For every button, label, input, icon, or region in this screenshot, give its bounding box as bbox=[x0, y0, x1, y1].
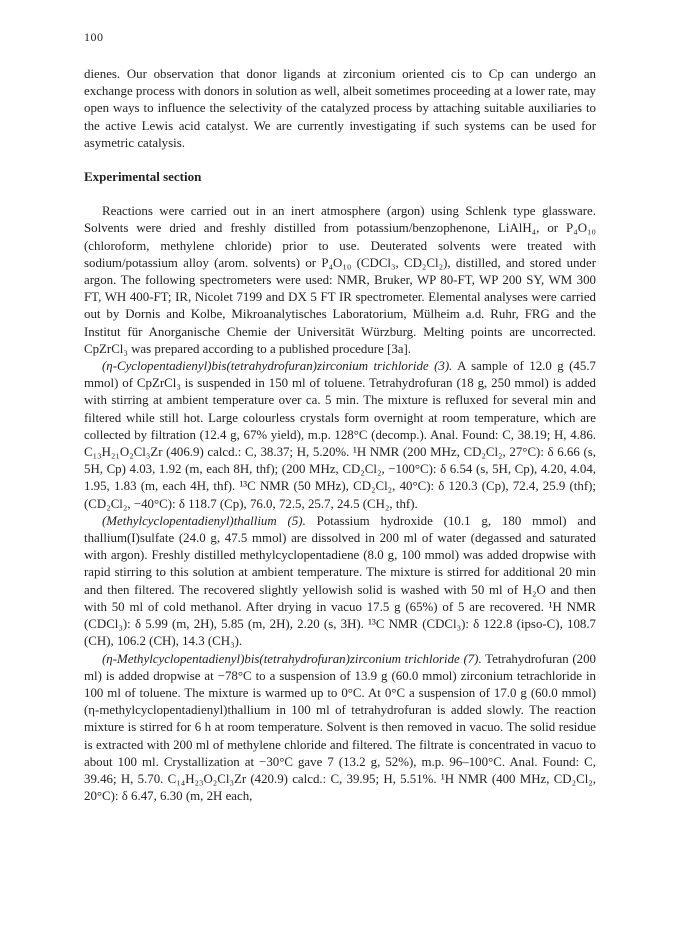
compound-7-paragraph bbox=[84, 651, 596, 806]
body-text bbox=[84, 66, 596, 805]
compound-7-text: Tetrahydrofuran (200 ml) is added dropwise at −78°C to a suspension of 13.9 g (60.0 mmol) zirconium tetrachloride in 100 ml of toluene. The mixture is warmed up to 0°C. At 0°C a suspension of 17.0 g (60.0 mmol) (η-methylcyclopentadienyl)thallium in 100 ml of tetrahydrofuran is added slowly. The reaction mixture is stirred for 6 h at room temperature. Solvent is then removed in vacuo. The solid residue is extracted with 200 ml of methylene chloride and filtered. The filtrate is concentrated in vacuo to about 100 ml. Crystallization at −30°C gave 7 (13.2 g, 52%), m.p. 96–100°C. Anal. Found: C, 39.46; H, 5.70. C₁₄H₂₃O₂Cl₃Zr (420.9) calcd.: C, 39.95; H, 5.51%. ¹H NMR (400 MHz, CD₂Cl₂, 20°C): δ 6.47, 6.30 (m, 2H each, bbox=[84, 651, 596, 804]
compound-5-title: (Methylcyclopentadienyl)thallium (5). bbox=[102, 513, 306, 528]
section-heading: Experimental section bbox=[84, 169, 202, 185]
compound-5-text: Potassium hydroxide (10.1 g, 180 mmol) and thallium(I)sulfate (24.0 g, 47.5 mmol) are dissolved in 200 ml of water (degassed and saturated with argon). Freshly distilled methylcyclopentadiene (8.0 g, 100 mmol) was added dropwise with rapid stirring to this solution at ambient temperature. The mixture is stirred for additional 20 min and then filtered. The recovered slightly yellowish solid is washed with 50 ml of H₂O and then with 50 ml of cold methanol. After drying in vacuo 17.5 g (65%) of 5 are recovered. ¹H NMR (CDCl₃): δ 5.99 (m, 2H), 5.85 (m, 2H), 2.20 (s, 3H). ¹³C NMR (CDCl₃): δ 122.8 (ipso-C), 108.7 (CH), 106.2 (CH), 14.3 (CH₃). bbox=[84, 513, 596, 649]
intro-paragraph: dienes. Our observation that donor ligands at zirconium oriented cis to Cp can undergo an exchange process with donors in solution as well, albeit sometimes proceeding at a lower rate, may open ways to influence the selectivity of the catalyzed process by attaching suitable auxiliaries to the active Lewis acid catalyst. We are currently investigating if such systems can be used for asymetric catalysis. bbox=[84, 67, 596, 150]
compound-3-paragraph bbox=[84, 358, 596, 513]
compound-3-text: A sample of 12.0 g (45.7 mmol) of CpZrCl₃ is suspended in 150 ml of toluene. Tetrahydrofuran (18 g, 250 mmol) is added with stirring at ambient temperature over ca. 5 min. The mixture is refluxed for several min and filtered while still hot. Large colourless crystals form overnight at room temperature, which are collected by filtration (12.4 g, 67% yield), m.p. 128°C (decomp.). Anal. Found: C, 38.19; H, 4.86. C₁₃H₂₁O₂Cl₃Zr (406.9) calcd.: C, 38.37; H, 5.20%. ¹H NMR (200 MHz, CD₂Cl₂, 27°C): δ 6.66 (s, 5H, Cp) 4.03, 1.92 (m, each 8H, thf); (200 MHz, CD₂Cl₂, −100°C): δ 6.54 (s, 5H, Cp), 4.20, 4.04, 1.95, 1.83 (m, each 4H, thf). ¹³C NMR (50 MHz), CD₂Cl₂, 40°C): δ 120.3 (Cp), 72.4, 25.9 (thf); (CD₂Cl₂, −40°C): δ 118.7 (Cp), 76.0, 72.5, 25.7, 24.5 (CH₂, thf). bbox=[84, 359, 596, 511]
compound-5-paragraph bbox=[84, 513, 596, 651]
compound-3-title: (η-Cyclopentadienyl)bis(tetrahydrofuran)zirconium trichloride (3). bbox=[102, 359, 453, 374]
compound-7-title: (η-Methylcyclopentadienyl)bis(tetrahydrofuran)zirconium trichloride (7). bbox=[102, 651, 482, 666]
page-number: 100 bbox=[84, 30, 104, 44]
general-procedure-paragraph: Reactions were carried out in an inert atmosphere (argon) using Schlenk type glassware. Solvents were dried and freshly distilled from potassium/benzophenone, LiAlH₄, or P₄O₁₀ (chloroform, methylene chloride) prior to use. Deuterated solvents were treated with sodium/potassium alloy (arom. solvents) or P₄O₁₀ (CDCl₃, CD₂Cl₂), distilled, and stored under argon. The following spectrometers were used: NMR, Bruker, WP 80-FT, WP 200 SY, WM 300 FT, WH 400-FT; IR, Nicolet 7199 and DX 5 FT IR spectrometer. Elemental analyses were carried out by Dornis and Kolbe, Mikroanalytisches Laboratorium, Mülheim a.d. Ruhr, FRG and the Institut für Anorganische Chemie der Universität Würzburg. Melting points are uncorrected. CpZrCl₃ was prepared according to a published procedure [3a]. bbox=[84, 204, 596, 356]
